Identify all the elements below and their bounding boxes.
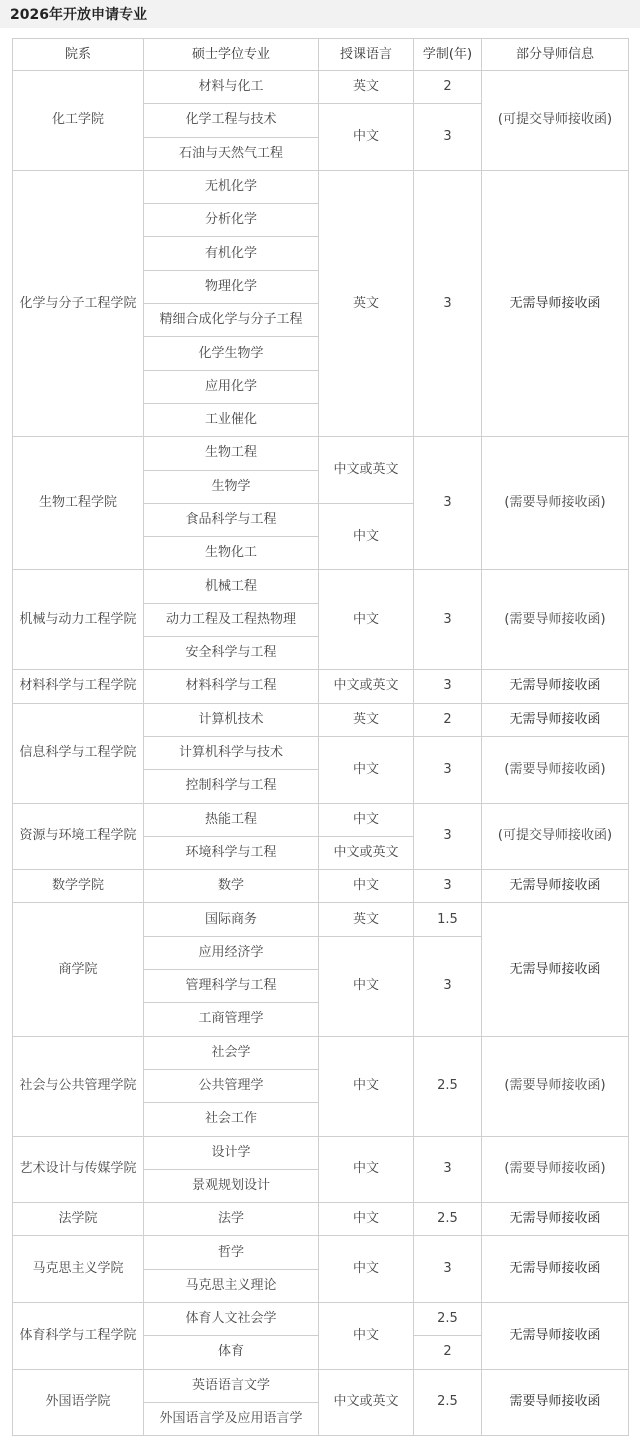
duration-cell: 3 <box>414 104 482 171</box>
language-cell: 中文 <box>319 1203 414 1236</box>
table-row <box>13 870 629 903</box>
major-cell: 设计学 <box>144 1136 319 1169</box>
major-cell: 哲学 <box>144 1236 319 1269</box>
major-cell: 马克思主义理论 <box>144 1269 319 1302</box>
supervisor-cell: (需要导师接收函) <box>482 437 629 570</box>
major-cell: 化学工程与技术 <box>144 104 319 137</box>
language-cell: 中文 <box>319 104 414 171</box>
language-cell: 中文 <box>319 870 414 903</box>
major-cell: 数学 <box>144 870 319 903</box>
department-cell: 材料科学与工程学院 <box>13 670 144 703</box>
language-cell: 英文 <box>319 71 414 104</box>
major-cell: 体育人文社会学 <box>144 1302 319 1335</box>
major-cell: 应用化学 <box>144 370 319 403</box>
language-cell: 中文 <box>319 1302 414 1369</box>
department-cell: 信息科学与工程学院 <box>13 703 144 803</box>
duration-cell: 3 <box>414 170 482 436</box>
language-cell: 中文或英文 <box>319 437 414 504</box>
header-language: 授课语言 <box>319 39 414 71</box>
header-department: 院系 <box>13 39 144 71</box>
major-cell: 工业催化 <box>144 403 319 436</box>
table-row <box>13 170 629 203</box>
duration-cell: 3 <box>414 1236 482 1303</box>
supervisor-cell: 无需导师接收函 <box>482 670 629 703</box>
department-cell: 生物工程学院 <box>13 437 144 570</box>
major-cell: 控制科学与工程 <box>144 770 319 803</box>
major-cell: 生物工程 <box>144 437 319 470</box>
duration-cell: 3 <box>414 1136 482 1203</box>
major-cell: 工商管理学 <box>144 1003 319 1036</box>
major-cell: 物理化学 <box>144 270 319 303</box>
language-cell: 中文或英文 <box>319 1369 414 1436</box>
major-cell: 生物化工 <box>144 537 319 570</box>
duration-cell: 2 <box>414 1336 482 1369</box>
table-row <box>13 703 629 736</box>
major-cell: 社会学 <box>144 1036 319 1069</box>
major-cell: 法学 <box>144 1203 319 1236</box>
duration-cell: 1.5 <box>414 903 482 936</box>
duration-cell: 3 <box>414 670 482 703</box>
major-cell: 社会工作 <box>144 1103 319 1136</box>
language-cell: 中文 <box>319 936 414 1036</box>
supervisor-cell: 无需导师接收函 <box>482 870 629 903</box>
major-cell: 食品科学与工程 <box>144 503 319 536</box>
duration-cell: 3 <box>414 803 482 870</box>
supervisor-cell: 无需导师接收函 <box>482 1236 629 1303</box>
duration-cell: 3 <box>414 936 482 1036</box>
department-cell: 资源与环境工程学院 <box>13 803 144 870</box>
header-major: 硕士学位专业 <box>144 39 319 71</box>
table-row <box>13 1036 629 1069</box>
major-cell: 热能工程 <box>144 803 319 836</box>
language-cell: 中文 <box>319 570 414 670</box>
language-cell: 中文 <box>319 1136 414 1203</box>
table-row <box>13 570 629 603</box>
language-cell: 中文 <box>319 1236 414 1303</box>
department-cell: 马克思主义学院 <box>13 1236 144 1303</box>
department-cell: 化工学院 <box>13 71 144 171</box>
table-row <box>13 670 629 703</box>
major-cell: 无机化学 <box>144 170 319 203</box>
table-row <box>13 1369 629 1402</box>
department-cell: 商学院 <box>13 903 144 1036</box>
table-row <box>13 1302 629 1335</box>
section-title: 2026年开放申请专业 <box>10 7 147 23</box>
duration-cell: 3 <box>414 736 482 803</box>
table-row <box>13 437 629 470</box>
department-cell: 体育科学与工程学院 <box>13 1302 144 1369</box>
major-cell: 精细合成化学与分子工程 <box>144 304 319 337</box>
programs-table <box>12 38 629 1436</box>
major-cell: 应用经济学 <box>144 936 319 969</box>
duration-cell: 3 <box>414 570 482 670</box>
major-cell: 计算机科学与技术 <box>144 736 319 769</box>
major-cell: 生物学 <box>144 470 319 503</box>
language-cell: 中文 <box>319 503 414 570</box>
duration-cell: 2.5 <box>414 1302 482 1335</box>
language-cell: 英文 <box>319 170 414 436</box>
table-row <box>13 1236 629 1269</box>
major-cell: 材料科学与工程 <box>144 670 319 703</box>
language-cell: 中文 <box>319 803 414 836</box>
department-cell: 机械与动力工程学院 <box>13 570 144 670</box>
table-row <box>13 1136 629 1169</box>
supervisor-cell: 需要导师接收函 <box>482 1369 629 1436</box>
table-row <box>13 71 629 104</box>
supervisor-cell: (需要导师接收函) <box>482 736 629 803</box>
duration-cell: 3 <box>414 437 482 570</box>
duration-cell: 2 <box>414 71 482 104</box>
department-cell: 艺术设计与传媒学院 <box>13 1136 144 1203</box>
major-cell: 计算机技术 <box>144 703 319 736</box>
language-cell: 中文 <box>319 1036 414 1136</box>
supervisor-cell: 无需导师接收函 <box>482 1302 629 1369</box>
major-cell: 景观规划设计 <box>144 1169 319 1202</box>
department-cell: 社会与公共管理学院 <box>13 1036 144 1136</box>
header-duration: 学制(年) <box>414 39 482 71</box>
language-cell: 英文 <box>319 903 414 936</box>
department-cell: 外国语学院 <box>13 1369 144 1436</box>
duration-cell: 2.5 <box>414 1036 482 1136</box>
duration-cell: 2.5 <box>414 1203 482 1236</box>
supervisor-cell: (可提交导师接收函) <box>482 803 629 870</box>
supervisor-cell: 无需导师接收函 <box>482 703 629 736</box>
supervisor-cell: (可提交导师接收函) <box>482 71 629 171</box>
supervisor-cell: 无需导师接收函 <box>482 903 629 1036</box>
supervisor-cell: 无需导师接收函 <box>482 170 629 436</box>
duration-cell: 3 <box>414 870 482 903</box>
language-cell: 中文 <box>319 736 414 803</box>
supervisor-cell: (需要导师接收函) <box>482 570 629 670</box>
department-cell: 数学学院 <box>13 870 144 903</box>
major-cell: 环境科学与工程 <box>144 836 319 869</box>
major-cell: 外国语言学及应用语言学 <box>144 1402 319 1435</box>
major-cell: 英语语言文学 <box>144 1369 319 1402</box>
major-cell: 有机化学 <box>144 237 319 270</box>
major-cell: 材料与化工 <box>144 71 319 104</box>
supervisor-cell: (需要导师接收函) <box>482 1036 629 1136</box>
section-header <box>0 0 640 28</box>
major-cell: 体育 <box>144 1336 319 1369</box>
supervisor-cell: 无需导师接收函 <box>482 1203 629 1236</box>
major-cell: 动力工程及工程热物理 <box>144 603 319 636</box>
major-cell: 化学生物学 <box>144 337 319 370</box>
major-cell: 分析化学 <box>144 204 319 237</box>
major-cell: 机械工程 <box>144 570 319 603</box>
major-cell: 石油与天然气工程 <box>144 137 319 170</box>
major-cell: 管理科学与工程 <box>144 970 319 1003</box>
department-cell: 法学院 <box>13 1203 144 1236</box>
duration-cell: 2 <box>414 703 482 736</box>
major-cell: 国际商务 <box>144 903 319 936</box>
table-row <box>13 903 629 936</box>
department-cell: 化学与分子工程学院 <box>13 170 144 436</box>
major-cell: 公共管理学 <box>144 1069 319 1102</box>
table-row <box>13 1203 629 1236</box>
header-supervisor: 部分导师信息 <box>482 39 629 71</box>
language-cell: 中文或英文 <box>319 670 414 703</box>
major-cell: 安全科学与工程 <box>144 637 319 670</box>
table-row <box>13 803 629 836</box>
language-cell: 中文或英文 <box>319 836 414 869</box>
table-header-row <box>13 39 629 71</box>
duration-cell: 2.5 <box>414 1369 482 1436</box>
language-cell: 英文 <box>319 703 414 736</box>
supervisor-cell: (需要导师接收函) <box>482 1136 629 1203</box>
